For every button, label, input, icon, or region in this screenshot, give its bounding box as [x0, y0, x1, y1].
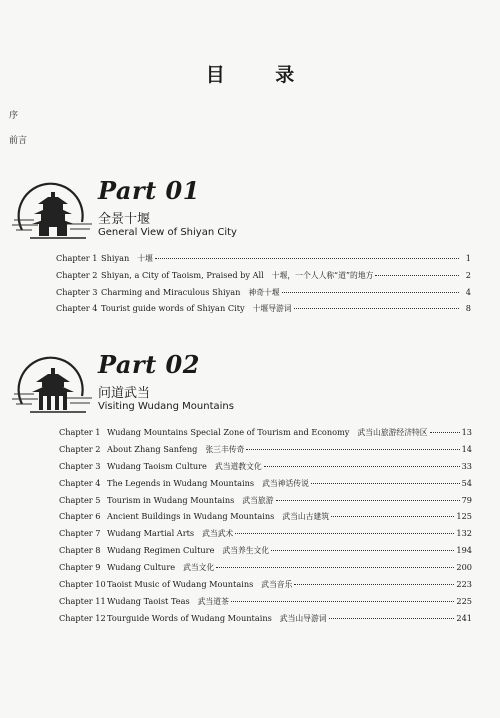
temple-pavilion-icon [12, 178, 94, 248]
part-title-en: Visiting Wudang Mountains [98, 401, 234, 412]
front-matter-foreword[interactable]: 前言 [9, 136, 28, 146]
chapter-number: Chapter 2 [56, 269, 98, 280]
page-number: 14 [461, 443, 472, 454]
leader-dots [216, 567, 454, 568]
leader-dots [276, 500, 460, 501]
leader-dots [430, 432, 460, 433]
leader-dots [264, 466, 460, 467]
toc-entry[interactable] [59, 492, 472, 509]
toc-entry[interactable] [56, 284, 471, 301]
chapter-number: Chapter 7 [59, 528, 101, 539]
chapter-title-cn: 武当道茶 [197, 596, 229, 606]
page-number: 223 [456, 579, 472, 590]
toc-entry[interactable] [59, 559, 472, 576]
leader-dots [235, 533, 454, 534]
chapter-title: Taoist Music of Wudang Mountains [107, 579, 254, 590]
page-number: 1 [465, 253, 471, 263]
toc-entry[interactable] [59, 542, 472, 559]
chapter-number: Chapter 12 [59, 612, 106, 623]
chapter-title: Charming and Miraculous Shiyan [101, 286, 241, 297]
chapter-title: Wudang Culture [107, 562, 176, 573]
part-title-cn: 全景十堰 [98, 212, 151, 227]
toc-entry[interactable] [59, 576, 472, 593]
chapter-title-cn: 武当旅游 [242, 495, 274, 505]
chapter-title-cn: 武当山导游词 [279, 613, 327, 623]
chapter-title-cn: 神奇十堰 [248, 287, 280, 297]
chapter-title: Wudang Martial Arts [107, 528, 195, 539]
chapter-number: Chapter 8 [59, 545, 101, 556]
leader-dots [329, 618, 455, 619]
toc-entry[interactable] [59, 458, 472, 475]
chapter-title: Wudang Mountains Special Zone of Tourism and Economy [107, 427, 350, 437]
chapter-title: Wudang Regimen Culture [107, 545, 215, 556]
chapter-number: Chapter 1 [59, 427, 101, 437]
chapter-title-cn: 武当文化 [183, 563, 215, 573]
chapter-title: Ancient Buildings in Wudang Mountains [107, 511, 275, 522]
toc-entry[interactable] [59, 441, 472, 458]
leader-dots [375, 275, 459, 276]
chapter-number: Chapter 1 [56, 253, 98, 263]
leader-dots [294, 308, 459, 309]
leader-dots [246, 449, 459, 450]
leader-dots [331, 516, 454, 517]
part-02-header [8, 352, 488, 432]
leader-dots [155, 258, 459, 259]
temple-pavilion-icon [12, 352, 94, 422]
chapter-title-cn: 武当道教文化 [214, 461, 262, 471]
chapter-number: Chapter 4 [59, 477, 101, 488]
page-number: 33 [461, 460, 472, 471]
toc-entry[interactable] [56, 250, 471, 267]
chapter-title: Tourguide Words of Wudang Mountains [107, 612, 272, 623]
page-number: 225 [456, 595, 472, 606]
chapter-number: Chapter 9 [59, 562, 101, 573]
page-number: 13 [461, 427, 472, 437]
page-number: 200 [456, 562, 472, 573]
chapter-title: Tourism in Wudang Mountains [107, 494, 235, 505]
chapter-title: Wudang Taoism Culture [107, 460, 207, 471]
chapter-title-cn: 武当武术 [202, 529, 234, 539]
page-number: 125 [456, 511, 472, 522]
chapter-title-cn: 十堰 [137, 254, 153, 263]
chapter-number: Chapter 6 [59, 511, 101, 522]
chapter-title: About Zhang Sanfeng [107, 443, 198, 454]
chapter-number: Chapter 3 [59, 460, 101, 471]
chapter-title: Shiyan [101, 253, 130, 263]
page-number: 2 [465, 269, 471, 280]
leader-dots [294, 584, 454, 585]
part-01-chapter-list [56, 250, 471, 317]
chapter-title-cn: 武当神话传说 [262, 478, 309, 488]
part-title-cn: 问道武当 [98, 386, 151, 401]
toc-entry[interactable] [59, 424, 472, 441]
leader-dots [311, 483, 460, 484]
page-number: 54 [461, 477, 472, 488]
toc-entry[interactable] [59, 525, 472, 542]
chapter-title-cn: 张三丰传奇 [205, 444, 245, 454]
chapter-number: Chapter 3 [56, 286, 98, 297]
toc-entry[interactable] [56, 300, 471, 317]
page-number: 79 [461, 494, 472, 505]
part-title-en: General View of Shiyan City [98, 227, 237, 238]
leader-dots [271, 550, 454, 551]
chapter-number: Chapter 5 [59, 494, 101, 505]
toc-entry[interactable] [56, 267, 471, 284]
chapter-title-cn: 十堰，一个人人称“道”的地方 [271, 270, 374, 280]
chapter-number: Chapter 2 [59, 443, 101, 454]
page-number: 132 [456, 528, 472, 539]
chapter-title-cn: 武当山旅游经济特区 [357, 428, 428, 437]
toc-entry[interactable] [59, 508, 472, 525]
chapter-number: Chapter 4 [56, 303, 98, 314]
chapter-title: Tourist guide words of Shiyan City [101, 303, 245, 314]
front-matter-preface-cn[interactable]: 序 [9, 111, 19, 121]
leader-dots [282, 292, 459, 293]
part-title: Part 01 [98, 176, 200, 205]
chapter-title-cn: 武当音乐 [261, 580, 293, 590]
chapter-title-cn: 武当山古建筑 [282, 512, 330, 522]
part-02-chapter-list [59, 424, 472, 627]
page-number: 8 [465, 303, 471, 314]
toc-entry[interactable] [59, 593, 472, 610]
chapter-title: Wudang Taoist Teas [107, 595, 190, 606]
chapter-number: Chapter 11 [59, 595, 106, 606]
leader-dots [231, 601, 454, 602]
chapter-title-cn: 十堰导游词 [252, 304, 292, 314]
toc-entry[interactable] [59, 610, 472, 627]
chapter-title: The Legends in Wudang Mountains [107, 477, 255, 488]
part-01-header [8, 178, 488, 258]
chapter-title: Shiyan, a City of Taoism, Praised by All [101, 269, 264, 280]
page-title: 目 录 [205, 64, 317, 86]
chapter-number: Chapter 10 [59, 579, 106, 590]
toc-entry[interactable] [59, 475, 472, 492]
page-number: 241 [456, 612, 472, 623]
chapter-title-cn: 武当养生文化 [222, 546, 270, 556]
page-number: 194 [456, 545, 472, 556]
part-title: Part 02 [98, 350, 200, 379]
page-number: 4 [465, 286, 471, 297]
